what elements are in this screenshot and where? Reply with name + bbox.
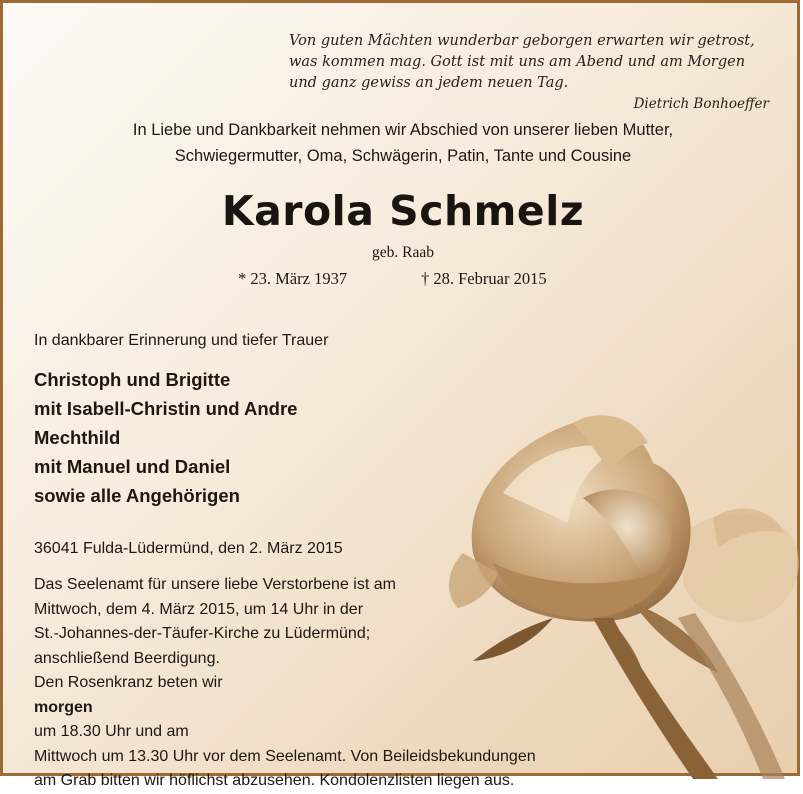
service-details xyxy=(34,573,674,794)
mourning-text: In dankbarer Erinnerung und tiefer Trauer xyxy=(34,332,329,349)
family-member: Christoph und Brigitte xyxy=(34,369,231,390)
intro-line: Schwiegermutter, Oma, Schwägerin, Patin, Tante und Cousine xyxy=(174,147,632,165)
details-line-rosary xyxy=(34,671,674,745)
rosary-emphasis: morgen xyxy=(34,698,93,716)
details-line: anschließend Beerdigung. xyxy=(34,649,220,667)
details-line: Mittwoch um 13.30 Uhr vor dem Seelenamt. Von Beileidsbekundungen xyxy=(34,747,536,765)
family-list xyxy=(34,365,297,510)
details-line: St.-Johannes-der-Täufer-Kirche zu Lüdermünd; xyxy=(34,625,371,642)
family-member: sowie alle Angehörigen xyxy=(34,485,240,506)
quote-line: was kommen mag. Gott ist mit uns am Abend und am Morgen xyxy=(289,54,746,70)
farewell-intro xyxy=(3,117,803,169)
quote-author: Dietrich Bonhoeffer xyxy=(633,96,769,112)
birth-date: * 23. März 1937 xyxy=(238,269,348,288)
death-date: † 28. Februar 2015 xyxy=(421,269,547,288)
family-member: mit Isabell-Christin und Andre xyxy=(34,398,298,419)
quote-line: Von guten Mächten wunderbar geborgen erwarten wir getrost, xyxy=(289,33,755,49)
family-member: mit Manuel und Daniel xyxy=(34,456,231,477)
details-line: Mittwoch, dem 4. März 2015, um 14 Uhr in der xyxy=(34,600,364,618)
deceased-name: Karola Schmelz xyxy=(221,187,585,235)
details-line: Das Seelenamt für unsere liebe Verstorbene ist am xyxy=(34,576,396,593)
bonhoeffer-quote xyxy=(289,31,769,115)
maiden-name: geb. Raab xyxy=(372,244,434,261)
family-member: Mechthild xyxy=(34,427,121,448)
details-line: am Grab bitten wir höflichst abzusehen. Kondolenzlisten liegen aus. xyxy=(34,772,515,789)
quote-line: und ganz gewiss an jedem neuen Tag. xyxy=(289,75,569,91)
rosary-text: Den Rosenkranz beten wir xyxy=(34,674,223,691)
place-and-date: 36041 Fulda-Lüdermünd, den 2. März 2015 xyxy=(34,540,343,557)
intro-line: In Liebe und Dankbarkeit nehmen wir Abschied von unserer lieben Mutter, xyxy=(132,121,674,139)
rosary-text: um 18.30 Uhr und am xyxy=(34,723,189,740)
